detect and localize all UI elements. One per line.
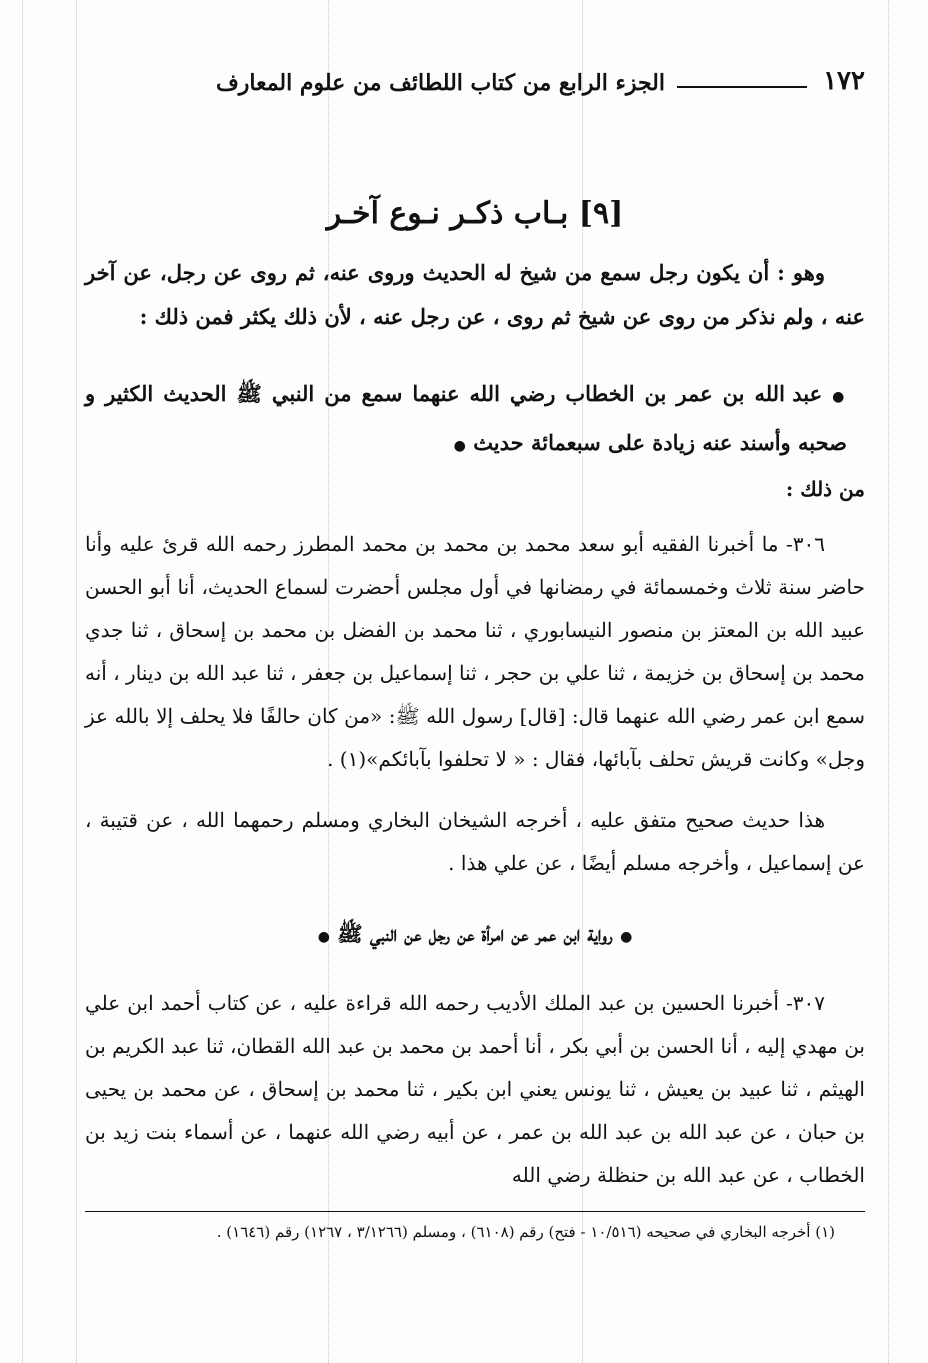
chapter-title: [٩] بـاب ذكـر نـوع آخـر [326,196,624,231]
intro-paragraph: وهو : أن يكون رجل سمع من شيخ له الحديث وروى عنه، ثم روى عن رجل، عن آخر عنه ، ولم نذكر من روى عن شيخ ثم روى ، عن رجل عنه ، لأن ذلك يكثر فمن ذلك : [85,260,865,329]
hadith-306: ٣٠٦- ما أخبرنا الفقيه أبو سعد محمد بن محمد بن محمد المطرز رحمه الله قرئ عليه وأنا حاضر سنة ثلاث وخمسمائة في رمضانها في أول مجلس أحضرت لسماع الحديث، أنا أبو الحسن عبيد الله بن المعتز بن منصور النيسابوري ، ثنا محمد بن الفضل بن محمد بن إسحاق ، ثنا جدي محمد بن إسحاق بن خزيمة ، ثنا علي بن حجر ، ثنا إسماعيل بن جعفر ، ثنا عبد الله بن دينار ، أنه سمع ابن عمر رضي الله عنهما قال: [قال] رسول الله ﷺ: «من كان حالفًا فلا يحلف إلا بالله عز وجل» وكانت قريش تحلف بآبائها، فقال : « لا تحلفوا بآبائكم»(١) . [85,532,865,771]
section-heading-narration [85,911,865,960]
bullet-icon: ● [453,438,466,454]
bullet-icon: ● [620,929,633,945]
running-title: الجزء الرابع من كتاب اللطائف من علوم المعارف [215,70,665,96]
hadith-306-commentary: هذا حديث صحيح متفق عليه ، أخرجه الشيخان البخاري ومسلم رحمهما الله ، عن قتيبة ، عن إسماعيل ، وأخرجه مسلم أيضًا ، عن علي هذا . [85,808,865,875]
section-heading-text: عبد الله بن عمر بن الخطاب رضي الله عنهما سمع من النبي ﷺ الحديث الكثير و صحبه وأسند عنه زيادة على سبعمائة حديث [85,381,847,455]
page-number: ١٧٢ [823,66,865,96]
bullet-icon: ● [832,389,848,405]
section-heading-text: رواية ابن عمر عن امرأة عن رجل عن النبي ﷺ [337,921,613,946]
page-header [85,60,865,110]
book-page [85,60,865,1244]
bullet-icon: ● [317,929,330,945]
header-rule [677,86,807,88]
footnote-divider [85,1211,865,1212]
hadith-307: ٣٠٧- أخبرنا الحسين بن عبد الملك الأديب رحمه الله قراءة عليه ، عن كتاب أحمد ابن علي بن مهدي إليه ، أنا الحسن بن أبي بكر ، أنا أحمد بن محمد بن عبد الله القطان، ثنا عبد الكريم بن الهيثم ، ثنا عبيد بن يعيش ، ثنا يونس يعني ابن بكير ، ثنا محمد بن إسحاق ، عن محمد بن يحيى بن حبان ، عن عبد الله بن عبد الله بن عمر ، عن أبيه رضي الله عنهما ، عن أسماء بنت زيد بن الخطاب ، عن عبد الله بن حنظلة رضي الله [85,991,865,1187]
section-heading-ibn-umar [85,371,865,469]
footnote: (١) أخرجه البخاري في صحيحه (١٠/٥١٦ - فتح) رقم (٦١٠٨) ، ومسلم (٣/١٢٦٦ ، ١٢٦٧) رقم (١٦٤٦) . [216,1223,835,1241]
section-lead: من ذلك : [785,477,865,501]
